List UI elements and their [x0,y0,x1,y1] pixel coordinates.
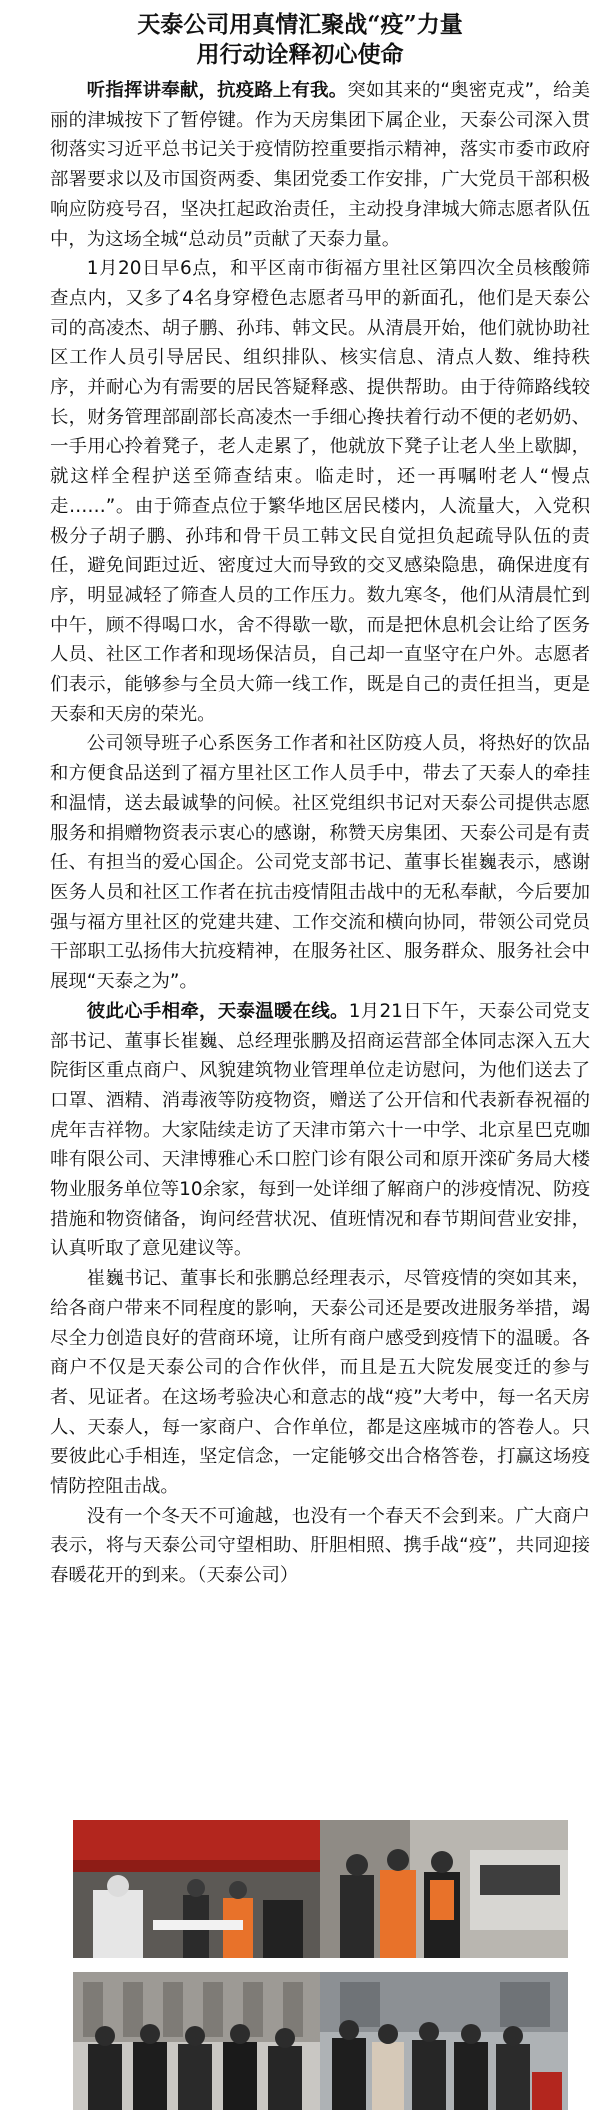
photo-volunteers-door [320,1820,568,1958]
paragraph-5: 崔巍书记、董事长和张鹏总经理表示，尽管疫情的突如其来，给各商户带来不同程度的影响，天泰公司还是要改进服务举措，竭尽全力创造良好的营商环境，让所有商户感受到疫情下的温暖。各商户不仅是天泰公司的合作伙伴，而且是五大院发展变迁的参与者、见证者。在这场考验决心和意志的战“疫”大考中，每一名天房人、天泰人，每一家商户、合作单位，都是这座城市的答卷人。只要彼此心手相连，坚定信念，一定能够交出合格答卷，打赢这场疫情防控阻击战。 [50,1268,590,1498]
paragraph-4-text: 1月21日下午，天泰公司党支部书记、董事长崔巍、总经理张鹏及招商运营部全体同志深入五大院街区重点商户、风貌建筑物业管理单位走访慰问，为他们送去了口罩、酒精、消毒液等防疫物资，赠送了公开信和代表新春祝福的虎年吉祥物。大家陆续走访了天津市第六十一中学、北京星巴克咖啡有限公司、天津博雅心禾口腔门诊有限公司和原开滦矿务局大楼物业服务单位等10余家，每到一处详细了解商户的涉疫情况、防疫措施和物资储备，询问经营状况、值班情况和春节期间营业安排，认真听取了意见建议等。 [50,1000,590,1260]
paragraph-1-text: 突如其来的“奥密克戎”，给美丽的津城按下了暂停键。作为天房集团下属企业，天泰公司深入贯彻落实习近平总书记关于疫情防控重要指示精神，落实市委市政府部署要求以及市国资两委、集团党委工作安排，广大党员干部积极响应防疫号召，坚决扛起政治责任，主动投身津城大筛志愿者队伍中，为这场全城“总动员”贡献了天泰力量。 [50,80,590,250]
photo-screening-tent [73,1820,321,1958]
title-line-2: 用行动诠释初心使命 [196,41,404,68]
paragraph-6: 没有一个冬天不可逾越，也没有一个春天不会到来。广大商户表示，将与天泰公司守望相助、肝胆相照、携手战“疫”，共同迎接春暖花开的到来。（天泰公司） [50,1505,590,1587]
article-body [50,76,590,1591]
photo-delivering-supplies [320,1972,568,2110]
paragraph-4 [50,997,590,1264]
paragraph-3: 公司领导班子心系医务工作者和社区防疫人员，将热好的饮品和方便食品送到了福方里社区工作人员手中，带去了天泰人的牵挂和温情，送去最诚挚的问候。社区党组织书记对天泰公司提供志愿服务和捐赠物资表示衷心的感谢，称赞天房集团、天泰公司是有责任、有担当的爱心国企。公司党支部书记、董事长崔巍表示，感谢医务人员和社区工作者在抗击疫情阻击战中的无私奉献，今后要加强与福方里社区的党建共建、工作交流和横向协同，带领公司党员干部职工弘扬伟大抗疫精神，在服务社区、服务群众、服务社会中展现“天泰之为”。 [50,733,590,993]
paragraph-1 [50,76,590,254]
paragraph-1-lead: 听指挥讲奉献，抗疫路上有我。 [86,80,348,101]
photo-visit-building [73,1972,321,2110]
title-line-1: 天泰公司用真情汇聚战“疫”力量 [137,11,463,38]
photo-grid [50,1820,590,2120]
paragraph-4-lead: 彼此心手相牵，天泰温暖在线。 [86,1000,349,1022]
paragraph-2: 1月20日早6点，和平区南市街福方里社区第四次全员核酸筛查点内，又多了4名身穿橙色志愿者马甲的新面孔，他们是天泰公司的高凌杰、胡子鹏、孙玮、韩文民。从清晨开始，他们就协助社区工作人员引导居民、组织排队、核实信息、清点人数、维持秩序，并耐心为有需要的居民答疑释惑、提供帮助。由于待筛路线较长，财务管理部副部长高凌杰一手细心搀扶着行动不便的老奶奶、一手用心拎着凳子，老人走累了，他就放下凳子让老人坐上歇脚，就这样全程护送至筛查结束。临走时，还一再嘱咐老人“慢点走……”。由于筛查点位于繁华地区居民楼内，人流量大，入党积极分子胡子鹏、孙玮和骨干员工韩文民自觉担负起疏导队伍的责任，避免间距过近、密度过大而导致的交叉感染隐患，确保进度有序，明显减轻了筛查人员的工作压力。数九寒冬，他们从清晨忙到中午，顾不得喝口水，舍不得歇一歇，而是把休息机会让给了医务人员、社区工作者和现场保洁员，自己却一直坚守在户外。志愿者们表示，能够参与全员大筛一线工作，既是自己的责任担当，更是天泰和天房的荣光。 [50,258,590,725]
article-title [0,0,600,70]
